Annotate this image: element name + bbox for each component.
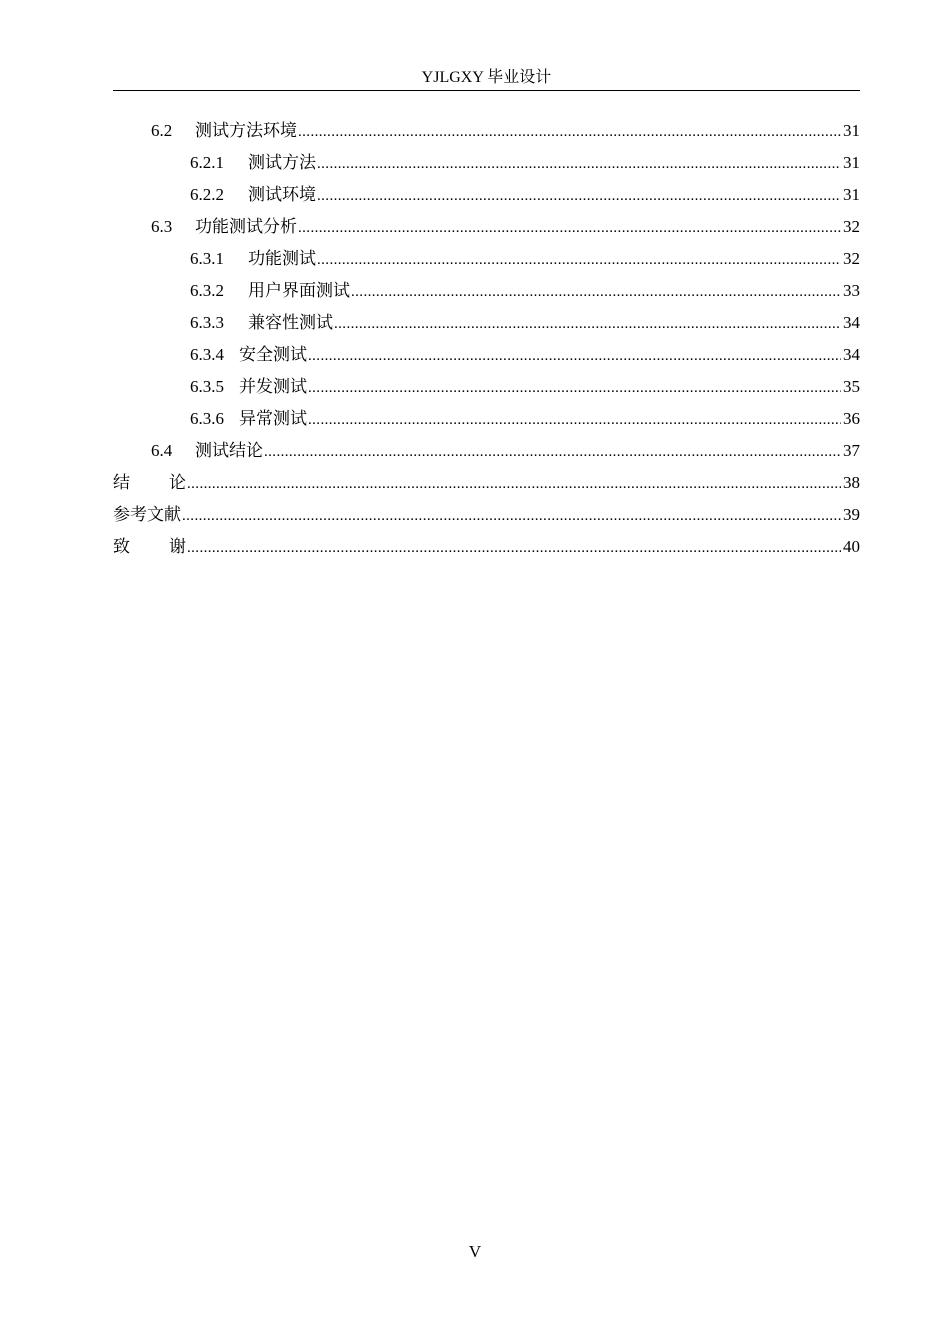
toc-entry-title: 功能测试分析: [195, 217, 297, 236]
toc-entry-number: 6.3.6: [190, 409, 224, 428]
toc-entry-title: 测试环境: [248, 185, 316, 204]
toc-leader-dots: [182, 499, 841, 532]
toc-entry-number: 6.3.2: [190, 281, 224, 300]
page-number: V: [468, 1242, 482, 1261]
toc-entry-title: 测试结论: [195, 441, 263, 460]
toc-entry-title: 结论: [113, 473, 225, 493]
table-of-contents: [113, 115, 860, 563]
toc-entry-6-3-4[interactable]: [113, 339, 860, 371]
toc-entry-page: 36: [843, 409, 860, 428]
toc-entry-references[interactable]: [113, 499, 860, 531]
toc-leader-dots: [317, 243, 841, 276]
toc-entry-6-3[interactable]: [113, 211, 860, 243]
toc-leader-dots: [298, 115, 841, 148]
toc-entry-number: 6.3.1: [190, 249, 224, 268]
toc-entry-title: 致谢: [113, 537, 225, 557]
toc-leader-dots: [308, 371, 841, 404]
toc-entry-number: 6.3.4: [190, 345, 224, 364]
toc-entry-title: 测试方法: [248, 153, 316, 172]
toc-leader-dots: [308, 403, 841, 436]
toc-entry-6-2-2[interactable]: [113, 179, 860, 211]
toc-entry-conclusion[interactable]: [113, 467, 860, 499]
toc-entry-page: 34: [843, 313, 860, 332]
toc-leader-dots: [334, 307, 841, 340]
header-rule: [113, 90, 860, 91]
toc-entry-page: 31: [843, 121, 860, 140]
toc-entry-6-3-3[interactable]: [113, 307, 860, 339]
toc-entry-number: 6.3: [151, 217, 173, 236]
toc-leader-dots: [317, 179, 841, 212]
toc-leader-dots: [317, 147, 841, 180]
toc-entry-title: 安全测试: [239, 345, 307, 364]
toc-leader-dots: [308, 339, 841, 372]
toc-entry-page: 34: [843, 345, 860, 364]
toc-leader-dots: [264, 435, 841, 468]
toc-entry-title: 参考文献: [113, 505, 181, 525]
toc-leader-dots: [187, 531, 841, 564]
toc-entry-page: 31: [843, 153, 860, 172]
toc-entry-title: 用户界面测试: [248, 281, 350, 300]
toc-entry-number: 6.3.3: [190, 313, 224, 332]
toc-entry-6-3-6[interactable]: [113, 403, 860, 435]
toc-entry-page: 32: [843, 217, 860, 236]
toc-leader-dots: [351, 275, 841, 308]
toc-entry-page: 31: [843, 185, 860, 204]
toc-entry-6-3-5[interactable]: [113, 371, 860, 403]
toc-entry-title: 异常测试: [239, 409, 307, 428]
toc-entry-acknowledgements[interactable]: [113, 531, 860, 563]
toc-entry-6-2-1[interactable]: [113, 147, 860, 179]
toc-leader-dots: [187, 467, 841, 500]
toc-leader-dots: [298, 211, 841, 244]
toc-entry-number: 6.3.5: [190, 377, 224, 396]
toc-entry-number: 6.2.1: [190, 153, 224, 172]
toc-entry-number: 6.2.2: [190, 185, 224, 204]
toc-entry-page: 39: [843, 505, 860, 524]
page-header: YJLGXY 毕业设计: [421, 69, 552, 86]
toc-entry-6-3-1[interactable]: [113, 243, 860, 275]
toc-entry-6-2[interactable]: [113, 115, 860, 147]
toc-entry-title: 功能测试: [248, 249, 316, 268]
toc-entry-6-4[interactable]: [113, 435, 860, 467]
toc-entry-number: 6.2: [151, 121, 173, 140]
toc-entry-title: 测试方法环境: [195, 121, 297, 140]
toc-entry-6-3-2[interactable]: [113, 275, 860, 307]
toc-entry-title: 兼容性测试: [248, 313, 333, 332]
toc-entry-title: 并发测试: [239, 377, 307, 396]
toc-entry-page: 35: [843, 377, 860, 396]
toc-entry-page: 32: [843, 249, 860, 268]
toc-entry-page: 33: [843, 281, 860, 300]
toc-entry-page: 40: [843, 537, 860, 556]
toc-entry-page: 38: [843, 473, 860, 492]
toc-entry-page: 37: [843, 441, 860, 460]
toc-entry-number: 6.4: [151, 441, 173, 460]
